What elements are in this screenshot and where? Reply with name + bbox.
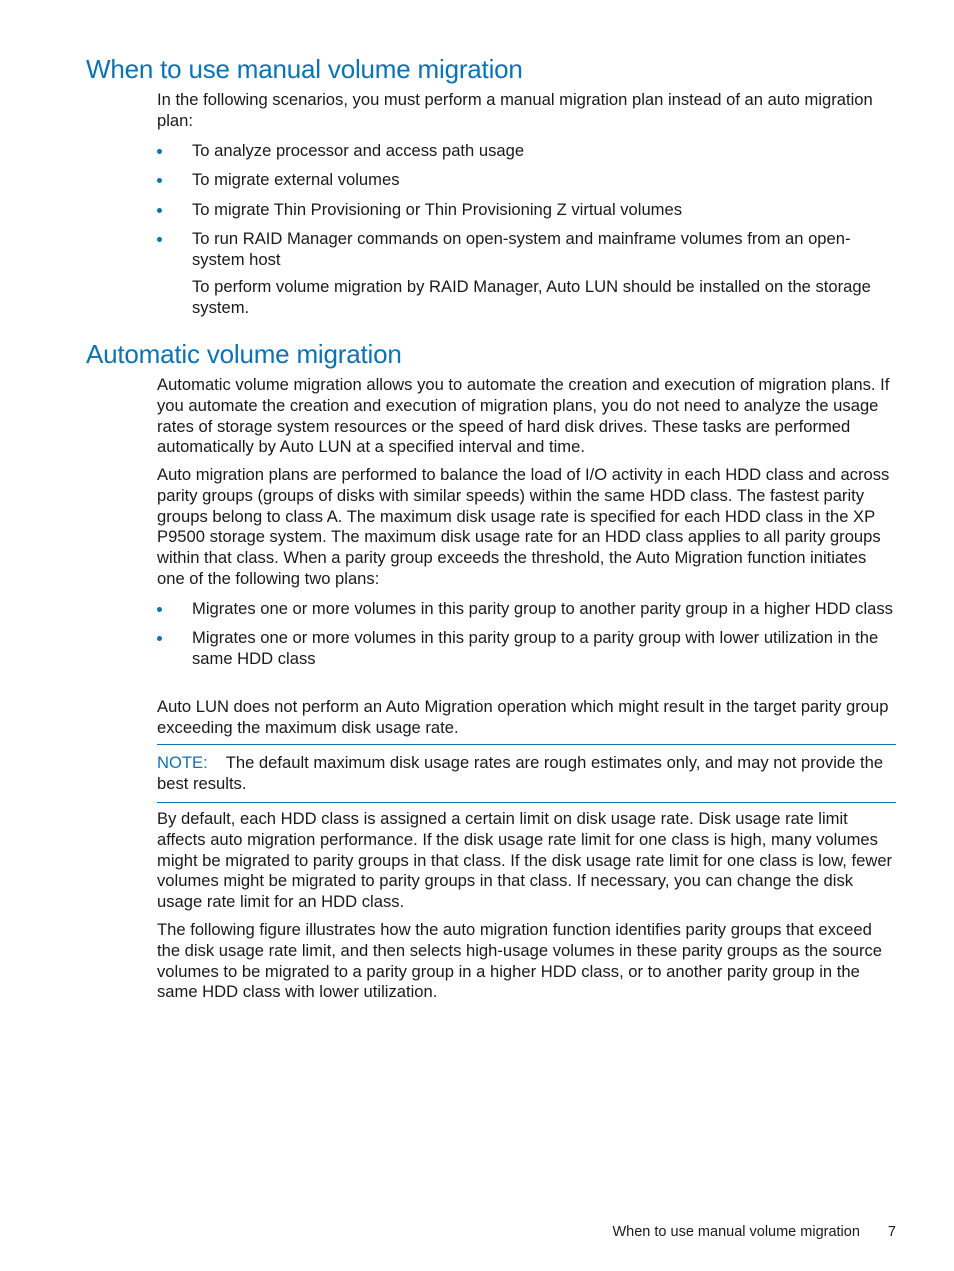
- page-footer: [0, 1222, 896, 1242]
- bullet-dot-icon: [157, 178, 162, 183]
- page-number: 7: [887, 1224, 896, 1240]
- list-item: Migrates one or more volumes in this parity group to a parity group with lower utilization in the same HDD class: [157, 628, 897, 670]
- bullet-dot-icon: [157, 636, 162, 641]
- auto-migration-para-1: Automatic volume migration allows you to automate the creation and execution of migration plans. If you automate the creation and execution of migration plans, you do not need to analyze the usage rates of storage system resources or the speed of hard disk drives. These tasks are performed automatically by Auto LUN at a specified interval and time.: [157, 375, 890, 457]
- auto-migration-para-4: By default, each HDD class is assigned a certain limit on disk usage rate. Disk usage rate limit affects auto migration performance. If the disk usage rate limit for one class is high, many volumes might be migrated to parity groups in that class. If the disk usage rate limit for one class is low, fewer volumes might be migrated to parity groups in that class. If necessary, you can change the disk usage rate limit for an HDD class.: [157, 809, 893, 912]
- auto-migration-para-2: Auto migration plans are performed to balance the load of I/O activity in each HDD class and across parity groups (groups of disks with similar speeds) within the same HDD class. The fastest parity groups belong to class A. The maximum disk usage rate is specified for each HDD class in the XP P9500 storage system. The maximum disk usage rate for an HDD class applies to all parity groups within that class. When a parity group exceeds the threshold, the Auto Migration function initiates one of the following two plans:: [157, 465, 890, 588]
- bullet-dot-icon: [157, 237, 162, 242]
- raid-manager-note: To perform volume migration by RAID Manager, Auto LUN should be installed on the storage system.: [192, 277, 871, 317]
- list-item: To migrate Thin Provisioning or Thin Provisioning Z virtual volumes: [157, 200, 897, 221]
- list-item: To analyze processor and access path usage: [157, 141, 897, 162]
- manual-migration-scenarios-list: [157, 141, 897, 279]
- list-item: To migrate external volumes: [157, 170, 897, 191]
- list-item: Migrates one or more volumes in this parity group to another parity group in a higher HDD class: [157, 599, 897, 620]
- section-heading-manual-migration: When to use manual volume migration: [86, 54, 523, 84]
- bullet-dot-icon: [157, 208, 162, 213]
- footer-running-title: When to use manual volume migration: [612, 1224, 860, 1240]
- list-item: To run RAID Manager commands on open-system and mainframe volumes from an open-system host: [157, 229, 897, 271]
- section-heading-automatic-migration: Automatic volume migration: [86, 339, 402, 369]
- auto-migration-para-3: Auto LUN does not perform an Auto Migration operation which might result in the target parity group exceeding the maximum disk usage rate.: [157, 697, 889, 737]
- bullet-dot-icon: [157, 607, 162, 612]
- note-box: [157, 744, 896, 803]
- note-text: The default maximum disk usage rates are rough estimates only, and may not provide the best results.: [157, 753, 884, 793]
- bullet-dot-icon: [157, 149, 162, 154]
- note-label: NOTE:: [157, 753, 208, 772]
- auto-migration-para-5: The following figure illustrates how the auto migration function identifies parity groups that exceed the disk usage rate limit, and then selects high-usage volumes in these parity groups as the source volumes to be migrated to a parity group in a higher HDD class, or to another parity group in the same HDD class with lower utilization.: [157, 920, 882, 1002]
- auto-migration-plans-list: [157, 599, 897, 679]
- manual-migration-intro: In the following scenarios, you must perform a manual migration plan instead of an auto migration plan:: [157, 90, 873, 130]
